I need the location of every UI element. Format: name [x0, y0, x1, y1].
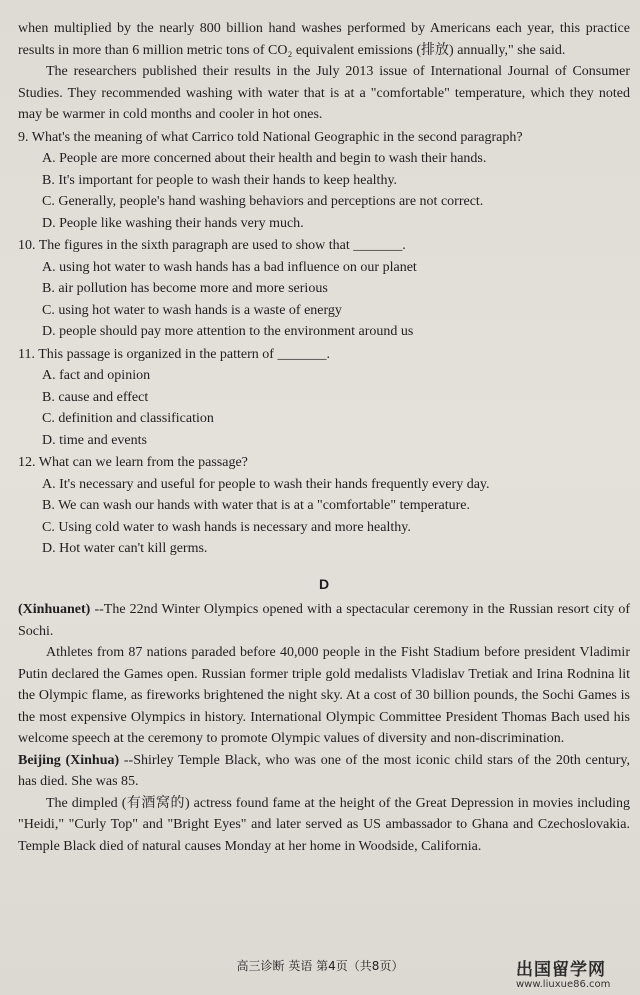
question-9	[18, 127, 630, 235]
news-item-olympics	[18, 599, 630, 642]
news-source: (Xinhuanet)	[18, 602, 91, 617]
question-11	[18, 344, 630, 452]
option-a: A. using hot water to wash hands has a bad influence on our planet	[42, 259, 417, 275]
news-source: Beijing (Xinhua)	[18, 752, 120, 768]
option-a: A. People are more concerned about their health and begin to wash their hands.	[42, 151, 487, 166]
section-heading: D	[318, 575, 330, 592]
passage-continuation: when multiplied by the nearly 800 billion hand washes performed by Americans each year, this practice results in more than 6 million metric tons of CO₂ equivalent emissions (排放) annually," she said.	[18, 21, 630, 58]
news-text: --The 22nd Winter Olympics opened with a spectacular ceremony in the Russian resort city of Sochi.	[18, 602, 630, 639]
question-12	[18, 452, 630, 560]
news-item-temple-black	[18, 750, 630, 793]
site-watermark	[516, 961, 634, 991]
option-b: B. cause and effect	[42, 389, 149, 405]
option-d: D. time and events	[42, 432, 147, 448]
question-stem: 11. This passage is organized in the pattern of _______.	[18, 346, 330, 362]
page-footer: 高三诊断 英语 第4页（共8页）	[236, 959, 404, 973]
page-content	[18, 18, 630, 857]
question-stem: 12. What can we learn from the passage?	[18, 455, 248, 470]
option-d: D. Hot water can't kill germs.	[42, 541, 208, 556]
option-b: B. It's important for people to wash their hands to keep healthy.	[42, 172, 398, 188]
question-stem: 10. The figures in the sixth paragraph are used to show that _______.	[18, 238, 406, 253]
news-text: --Shirley Temple Black, who was one of the most iconic child stars of the 20th century, has died. She was 85.	[18, 752, 630, 789]
news-paragraph: The dimpled (有酒窝的) actress found fame at the height of the Great Depression in movies including "Heidi," "Curly Top" and "Bright Eyes" and later served as US ambassador to Ghana and Czechoslovakia. Temple Black died of natural causes Monday at her home in Woodside, California.	[18, 795, 630, 854]
option-c: C. definition and classification	[42, 411, 214, 426]
passage-final-paragraph: The researchers published their results in the July 2013 issue of International Journal of Consumer Studies. They recommended washing with water that is at a "comfortable" temperature, which they noted may be warmer in cold months and cooler in hot ones.	[18, 64, 630, 122]
news-paragraph: Athletes from 87 nations paraded before 40,000 people in the Fisht Stadium before president Vladimir Putin declared the Games open. Russian former triple gold medalists Vladislav Tretiak and Irina Rodnina lit the Olympic flame, as fireworks brightened the night sky. At a cost of 30 billion pounds, the Sochi Games is the most expensive Olympics in history. International Olympic Committee President Thomas Bach used his welcome speech at the ceremony to promote Olympic values of diversity and non-discrimination.	[18, 645, 630, 746]
option-d: D. People like washing their hands very much.	[42, 215, 304, 231]
option-b: B. air pollution has become more and more serious	[42, 281, 328, 296]
question-stem: 9. What's the meaning of what Carrico told National Geographic in the second paragraph?	[18, 129, 523, 145]
option-c: C. using hot water to wash hands is a waste of energy	[42, 302, 342, 318]
option-c: C. Using cold water to wash hands is necessary and more healthy.	[42, 519, 411, 535]
option-d: D. people should pay more attention to the environment around us	[42, 324, 414, 339]
option-b: B. We can wash our hands with water that is at a "comfortable" temperature.	[42, 498, 470, 513]
question-10	[18, 235, 630, 343]
option-c: C. Generally, people's hand washing behaviors and perceptions are not correct.	[42, 194, 484, 209]
watermark-logo: 出国留学网	[516, 960, 606, 980]
option-a: A. It's necessary and useful for people to wash their hands frequently every day.	[42, 476, 490, 492]
watermark-url: www.liuxue86.com	[516, 979, 611, 990]
option-a: A. fact and opinion	[42, 368, 151, 383]
